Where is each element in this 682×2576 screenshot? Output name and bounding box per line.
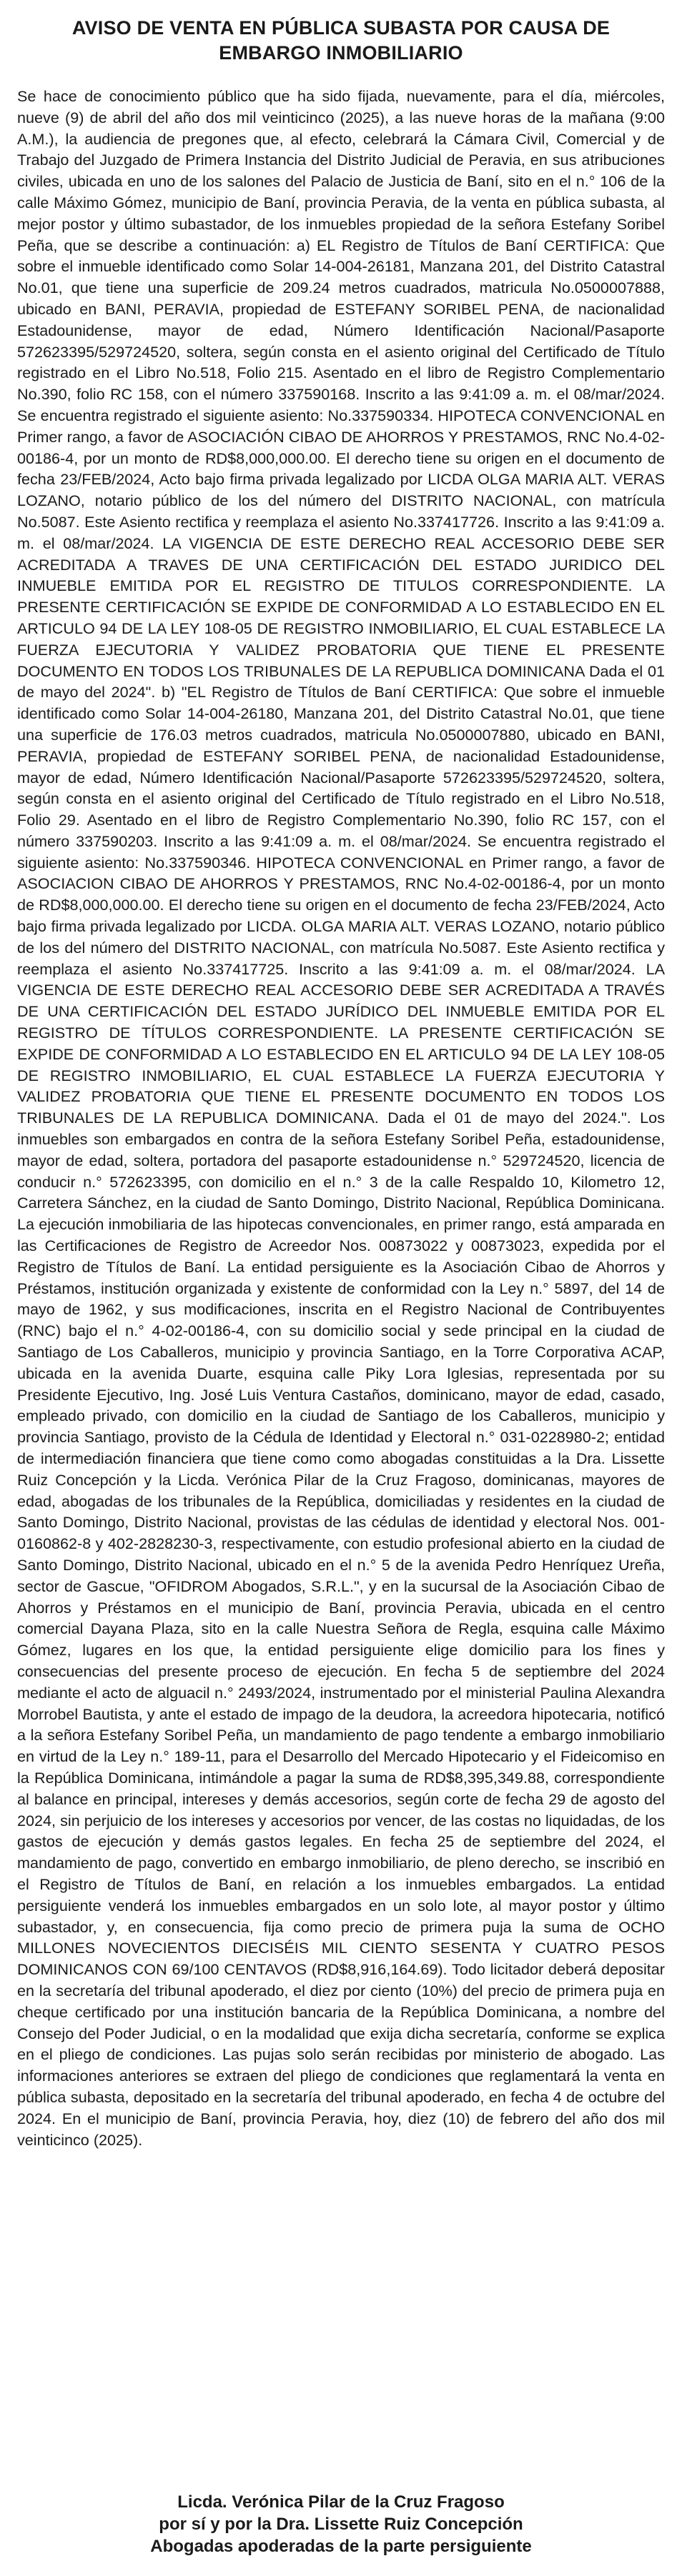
signature-line-3: Abogadas apoderadas de la parte persiguiente [150, 2537, 532, 2556]
notice-title-line-2: EMBARGO INMOBILIARIO [219, 42, 463, 64]
notice-body: Se hace de conocimiento público que ha sido fijada, nuevamente, para el día, miércoles, nueve (9) de abril del año dos mil veinticinco (2025), a las nueve horas de la mañana (9:00 A.M.), la audiencia de pregones que, al efecto, celebrará la Cámara Civil, Comercial y de Trabajo del Juzgado de Primera Instancia del Distrito Judicial de Peravia, en sus atribuciones civiles, ubicada en uno de los salones del Palacio de Justicia de Baní, sito en el n.° 106 de la calle Máximo Gómez, municipio de Baní, provincia Peravia, de la venta en pública subasta, al mejor postor y último subastador, de los inmuebles propiedad de la señora Estefany Soribel Peña, que se describe a continuación: a) EL Registro de Títulos de Baní CERTIFICA: Que sobre el inmueble identificado como Solar 14-004-26181, Manzana 201, del Distrito Catastral No.01, que tiene una superficie de 209.24 metros cuadrados, matricula No.0500007888, ubicado en BANI, PERAVIA, propiedad de ESTEFANY SORIBEL PENA, de nacionalidad Estadounidense, mayor de edad, Número Identificación Nacional/Pasaporte 572623395/529724520, soltera, según consta en el asiento original del Certificado de Título registrado en el Libro No.518, Folio 215. Asentado en el libro de Registro Complementario No.390, folio RC 158, con el número 337590168. Inscrito a las 9:41:09 a. m. el 08/mar/2024. Se encuentra registrado el siguiente asiento: No.337590334. HIPOTECA CONVENCIONAL en Primer rango, a favor de ASOCIACIÓN CIBAO DE AHORROS Y PRESTAMOS, RNC No.4-02-00186-4, por un monto de RD$8,000,000.00. El derecho tiene su origen en el documento de fecha 23/FEB/2024, Acto bajo firma privada legalizado por LICDA OLGA MARIA ALT. VERAS LOZANO, notario público de los del número del DISTRITO NACIONAL, con matrícula No.5087. Este Asiento rectifica y reemplaza el asiento No.337417726. Inscrito a las 9:41:09 a. m. el 08/mar/2024. LA VIGENCIA DE ESTE DERECHO REAL ACCESORIO DEBE SER ACREDITADA A TRAVES DE UNA CERTIFICACIÓN DEL ESTADO JURIDICO DEL INMUEBLE EMITIDA POR EL REGISTRO DE TITULOS CORRESPONDIENTE. LA PRESENTE CERTIFICACIÓN SE EXPIDE DE CONFORMIDAD A LO ESTABLECIDO EN EL ARTICULO 94 DE LA LEY 108-05 DE REGISTRO INMOBILIARIO, EL CUAL ESTABLECE LA FUERZA EJECUTORIA Y VALIDEZ PROBATORIA QUE TIENE EL PRESENTE DOCUMENTO EN TODOS LOS TRIBUNALES DE LA REPUBLICA DOMINICANA Dada el 01 de mayo del 2024". b) "EL Registro de Títulos de Baní CERTIFICA: Que sobre el inmueble identificado como Solar 14-004-26180, Manzana 201, del Distrito Catastral No.01, que tiene una superficie de 176.03 metros cuadrados, matricula No.0500007880, ubicado en BANI, PERAVIA, propiedad de ESTEFANY SORIBEL PENA, de nacionalidad Estadounidense, mayor de edad, Número Identificación Nacional/Pasaporte 572623395/529724520, soltera, según consta en el asiento original del Certificado de Título registrado en el Libro No.518, Folio 29. Asentado en el libro de Registro Complementario No.390, folio RC 157, con el número 337590203. Inscrito a las 9:41:09 a. m. el 08/mar/2024. Se encuentra registrado el siguiente asiento: No.337590346. HIPOTECA CONVENCIONAL en Primer rango, a favor de ASOCIACION CIBAO DE AHORROS Y PRESTAMOS, RNC No.4-02-00186-4, por un monto de RD$8,000,000.00. El derecho tiene su origen en el documento de fecha 23/FEB/2024, Acto bajo firma privada legalizado por LICDA. OLGA MARIA ALT. VERAS LOZANO, notario público de los del número del DISTRITO NACIONAL, con matrícula No.5087. Este Asiento rectifica y reemplaza el asiento No.337417725. Inscrito a las 9:41:09 a. m. el 08/mar/2024. LA VIGENCIA DE ESTE DERECHO REAL ACCESORIO DEBE SER ACREDITADA A TRAVÉS DE UNA CERTIFICACIÓN DEL ESTADO JURÍDICO DEL INMUEBLE EMITIDA POR EL REGISTRO DE TÍTULOS CORRESPONDIENTE. LA PRESENTE CERTIFICACIÓN SE EXPIDE DE CONFORMIDAD A LO ESTABLECIDO EN EL ARTICULO 94 DE LA LEY 108-05 DE REGISTRO INMOBILIARIO, EL CUAL ESTABLECE LA FUERZA EJECUTORIA Y VALIDEZ PROBATORIA QUE TIENE EL PRESENTE DOCUMENTO EN TODOS LOS TRIBUNALES DE LA REPUBLICA DOMINICANA. Dada el 01 de mayo del 2024.". Los inmuebles son embargados en contra de la señora Estefany Soribel Peña, estadounidense, mayor de edad, soltera, portadora del pasaporte estadounidense n.° 529724520, licencia de conducir n.° 572623395, con domicilio en el n.° 3 de la calle Respaldo 10, Kilometro 12, Carretera Sánchez, en la ciudad de Santo Domingo, Distrito Nacional, República Dominicana. La ejecución inmobiliaria de las hipotecas convencionales, en primer rango, está amparada en las Certificaciones de Registro de Acreedor Nos. 00873022 y 00873023, expedida por el Registro de Títulos de Baní. La entidad persiguiente es la Asociación Cibao de Ahorros y Préstamos, institución organizada y existente de conformidad con la Ley n.° 5897, del 14 de mayo de 1962, y sus modificaciones, inscrita en el Registro Nacional de Contribuyentes (RNC) bajo el n.° 4-02-00186-4, con su domicilio social y sede principal en la ciudad de Santiago de Los Caballeros, municipio y provincia Santiago, en la Torre Corporativa ACAP, ubicada en la avenida Duarte, esquina calle Piky Lora Iglesias, representada por su Presidente Ejecutivo, Ing. José Luis Ventura Castaños, dominicano, mayor de edad, casado, empleado privado, con domicilio en la ciudad de Santiago de los Caballeros, municipio y provincia Santiago, provisto de la Cédula de Identidad y Electoral n.° 031-0228980-2; entidad de intermediación financiera que tiene como como abogadas constituidas a la Dra. Lissette Ruiz Concepción y la Licda. Verónica Pilar de la Cruz Fragoso, dominicanas, mayores de edad, abogadas de los tribunales de la República, domiciliadas y residentes en la ciudad de Santo Domingo, Distrito Nacional, provistas de las cédulas de identidad y electoral Nos. 001-0160862-8 y 402-2828230-3, respectivamente, con estudio profesional abierto en la ciudad de Santo Domingo, Distrito Nacional, ubicado en el n.° 5 de la avenida Pedro Henríquez Ureña, sector de Gascue, "OFIDROM Abogados, S.R.L.", y en la sucursal de la Asociación Cibao de Ahorros y Préstamos en el municipio de Baní, provincia Peravia, ubicada en el centro comercial Dayana Plaza, sito en la calle Nuestra Señora de Regla, esquina calle Máximo Gómez, lugares en los que, la entidad persiguiente elige domicilio para los fines y consecuencias del presente proceso de ejecución. En fecha 5 de septiembre del 2024 mediante el acto de alguacil n.° 2493/2024, instrumentado por el ministerial Paulina Alexandra Morrobel Bautista, y ante el estado de impago de la deudora, la acreedora hipotecaria, notificó a la señora Estefany Soribel Peña, un mandamiento de pago tendente a embargo inmobiliario en virtud de la Ley n.° 189-11, para el Desarrollo del Mercado Hipotecario y el Fideicomiso en la República Dominicana, intimándole a pagar la suma de RD$8,395,349.88, correspondiente al balance en principal, intereses y demás accesorios, según corte de fecha 29 de agosto del 2024, sin perjuicio de los intereses y accesorios por vencer, de las costas no liquidadas, de los gastos de ejecución y demás gastos legales. En fecha 25 de septiembre del 2024, el mandamiento de pago, convertido en embargo inmobiliario, de pleno derecho, se inscribió en el Registro de Títulos de Baní, en relación a los inmuebles embargados. La entidad persiguiente venderá los inmuebles embargados en un solo lote, al mayor postor y último subastador, y, en consecuencia, fija como precio de primera puja la suma de OCHO MILLONES NOVECIENTOS DIECISÉIS MIL CIENTO SESENTA Y CUATRO PESOS DOMINICANOS CON 69/100 CENTAVOS (RD$8,916,164.69). Todo licitador deberá depositar en la secretaría del tribunal apoderado, el diez por ciento (10%) del precio de primera puja en cheque certificado por una institución bancaria de la República Dominicana, a nombre del Consejo del Poder Judicial, o en la modalidad que exija dicha secretaría, conforme se explica en el pliego de condiciones. Las pujas solo serán recibidas por ministerio de abogado. Las informaciones anteriores se extraen del pliego de condiciones que reglamentará la venta en pública subasta, depositado en la secretaría del tribunal apoderado, en fecha 4 de octubre del 2024. En el municipio de Baní, provincia Peravia, hoy, diez (10) de febrero del año dos mil veinticinco (2025). [17, 87, 665, 2149]
signature-block [17, 2491, 665, 2562]
signature-line-1: Licda. Verónica Pilar de la Cruz Fragoso [177, 2492, 505, 2512]
signature-line-2: por sí y por la Dra. Lissette Ruiz Concepción [159, 2515, 523, 2534]
notice-title [17, 16, 665, 66]
notice-title-line-1: AVISO DE VENTA EN PÚBLICA SUBASTA POR CAUSA DE [71, 17, 611, 39]
